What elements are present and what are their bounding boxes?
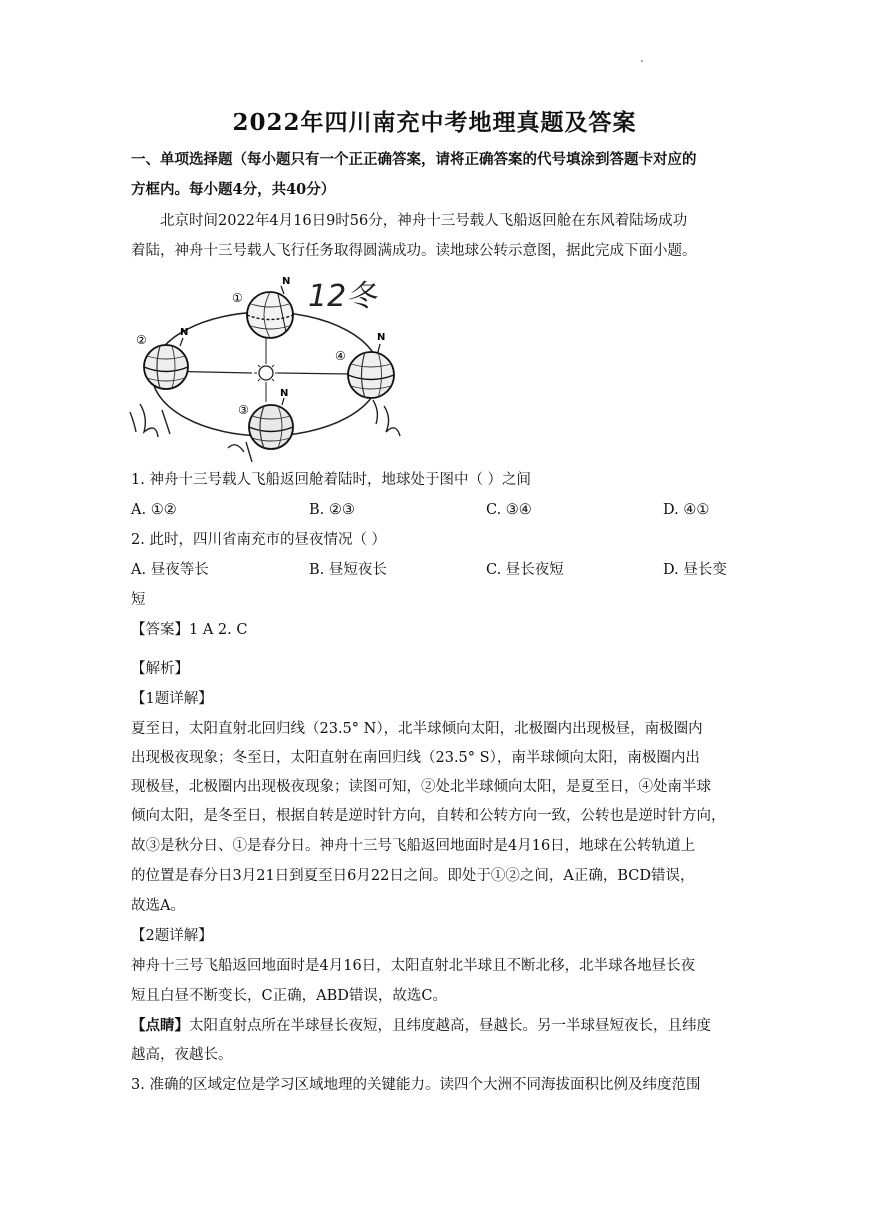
- q1-detail-line: 的位置是春分日3月21日到夏至日6月22日之间。即处于①②之间，A正确，BCD错误，: [131, 868, 695, 884]
- globe-1-icon: [247, 286, 293, 338]
- handwriting-scribble-left: [130, 404, 170, 437]
- position-4-label: ④: [335, 349, 346, 363]
- q2-stem: 2. 此时，四川省南充市的昼夜情况（ ）: [131, 532, 387, 548]
- key-point-text: 太阳直射点所在半球昼长夜短，且纬度越高，昼越长。另一半球昼短夜长，且纬度: [189, 1018, 711, 1034]
- q2-option-d[interactable]: D. 昼长变: [663, 562, 727, 578]
- north-label-1: N: [282, 276, 291, 287]
- q1-detail-line: 故选A。: [131, 898, 185, 914]
- intro-line1: 北京时间2022年4月16日9时56分，神舟十三号载人飞船返回舱在东风着陆场成功: [160, 213, 688, 229]
- q1-detail-line: 现极昼，北极圈内出现极夜现象；读图可知，②处北半球倾向太阳，是夏至日，④处南半球: [131, 779, 711, 795]
- position-3-label: ③: [238, 403, 249, 417]
- page-dot: [641, 60, 643, 62]
- q1-detail-label: 【1题详解】: [131, 691, 213, 707]
- q1-detail-line: 夏至日，太阳直射北回归线（23.5° N），北半球倾向太阳，北极圈内出现极昼，南极圈内: [131, 721, 703, 737]
- handwritten-note: 12冬: [308, 279, 377, 314]
- sun-icon: [254, 361, 278, 385]
- position-1-label: ①: [232, 291, 243, 305]
- q1-detail-line: 故③是秋分日、①是春分日。神舟十三号飞船返回地面时是4月16日，地球在公转轨道上: [131, 838, 696, 854]
- north-label-3: N: [280, 388, 289, 399]
- q2-option-d-continued: 短: [131, 592, 146, 608]
- handwriting-scribble-right: [373, 400, 400, 436]
- section-heading-line1: 一、单项选择题（每小题只有一个正正确答案，请将正确答案的代号填涂到答题卡对应的: [131, 151, 697, 168]
- globe-3-icon: [249, 398, 293, 449]
- q1-option-c[interactable]: C. ③④: [486, 502, 532, 518]
- q3-stem: 3. 准确的区域定位是学习区域地理的关键能力。读四个大洲不同海拔面积比例及纬度范围: [131, 1077, 701, 1093]
- q2-option-c[interactable]: C. 昼长夜短: [486, 562, 564, 578]
- key-point-label: 【点睛】: [131, 1017, 189, 1034]
- north-label-4: N: [377, 332, 386, 343]
- q1-option-b[interactable]: B. ②③: [309, 502, 355, 518]
- page-title: 2022年四川南充中考地理真题及答案: [232, 109, 637, 136]
- q2-option-a[interactable]: A. 昼夜等长: [131, 562, 209, 578]
- answer-line: 【答案】1 A 2. C: [131, 622, 248, 638]
- q1-option-d[interactable]: D. ④①: [663, 502, 710, 518]
- q2-detail-line: 短且白昼不断变长，C正确，ABD错误，故选C。: [131, 988, 447, 1004]
- handwriting-scribble-bottom: [228, 442, 252, 462]
- q2-detail-line: 神舟十三号飞船返回地面时是4月16日，太阳直射北半球且不断北移，北半球各地昼长夜: [131, 958, 696, 974]
- globe-4-icon: [348, 344, 394, 398]
- earth-revolution-diagram: [128, 272, 428, 462]
- intro-line2: 着陆，神舟十三号载人飞行任务取得圆满成功。读地球公转示意图，据此完成下面小题。: [131, 243, 697, 259]
- q2-detail-label: 【2题详解】: [131, 928, 213, 944]
- q1-stem: 1. 神舟十三号载人飞船返回舱着陆时，地球处于图中（ ）之间: [131, 472, 532, 488]
- position-2-label: ②: [136, 333, 147, 347]
- q1-detail-line: 出现极夜现象；冬至日，太阳直射在南回归线（23.5° S），南半球倾向太阳，南极圈内出: [131, 750, 700, 766]
- q2-option-b[interactable]: B. 昼短夜长: [309, 562, 387, 578]
- key-point-line1: [131, 1016, 711, 1036]
- key-point-line2: 越高，夜越长。: [131, 1047, 233, 1063]
- analysis-label: 【解析】: [131, 661, 189, 677]
- globe-2-icon: [144, 338, 188, 389]
- section-heading-line2: 方框内。每小题4分，共40分）: [131, 181, 336, 198]
- north-label-2: N: [180, 327, 189, 338]
- q1-option-a[interactable]: A. ①②: [131, 502, 177, 518]
- q1-detail-line: 倾向太阳，是冬至日，根据自转是逆时针方向，自转和公转方向一致，公转也是逆时针方向，: [131, 808, 726, 824]
- line-sun-4: [278, 373, 350, 374]
